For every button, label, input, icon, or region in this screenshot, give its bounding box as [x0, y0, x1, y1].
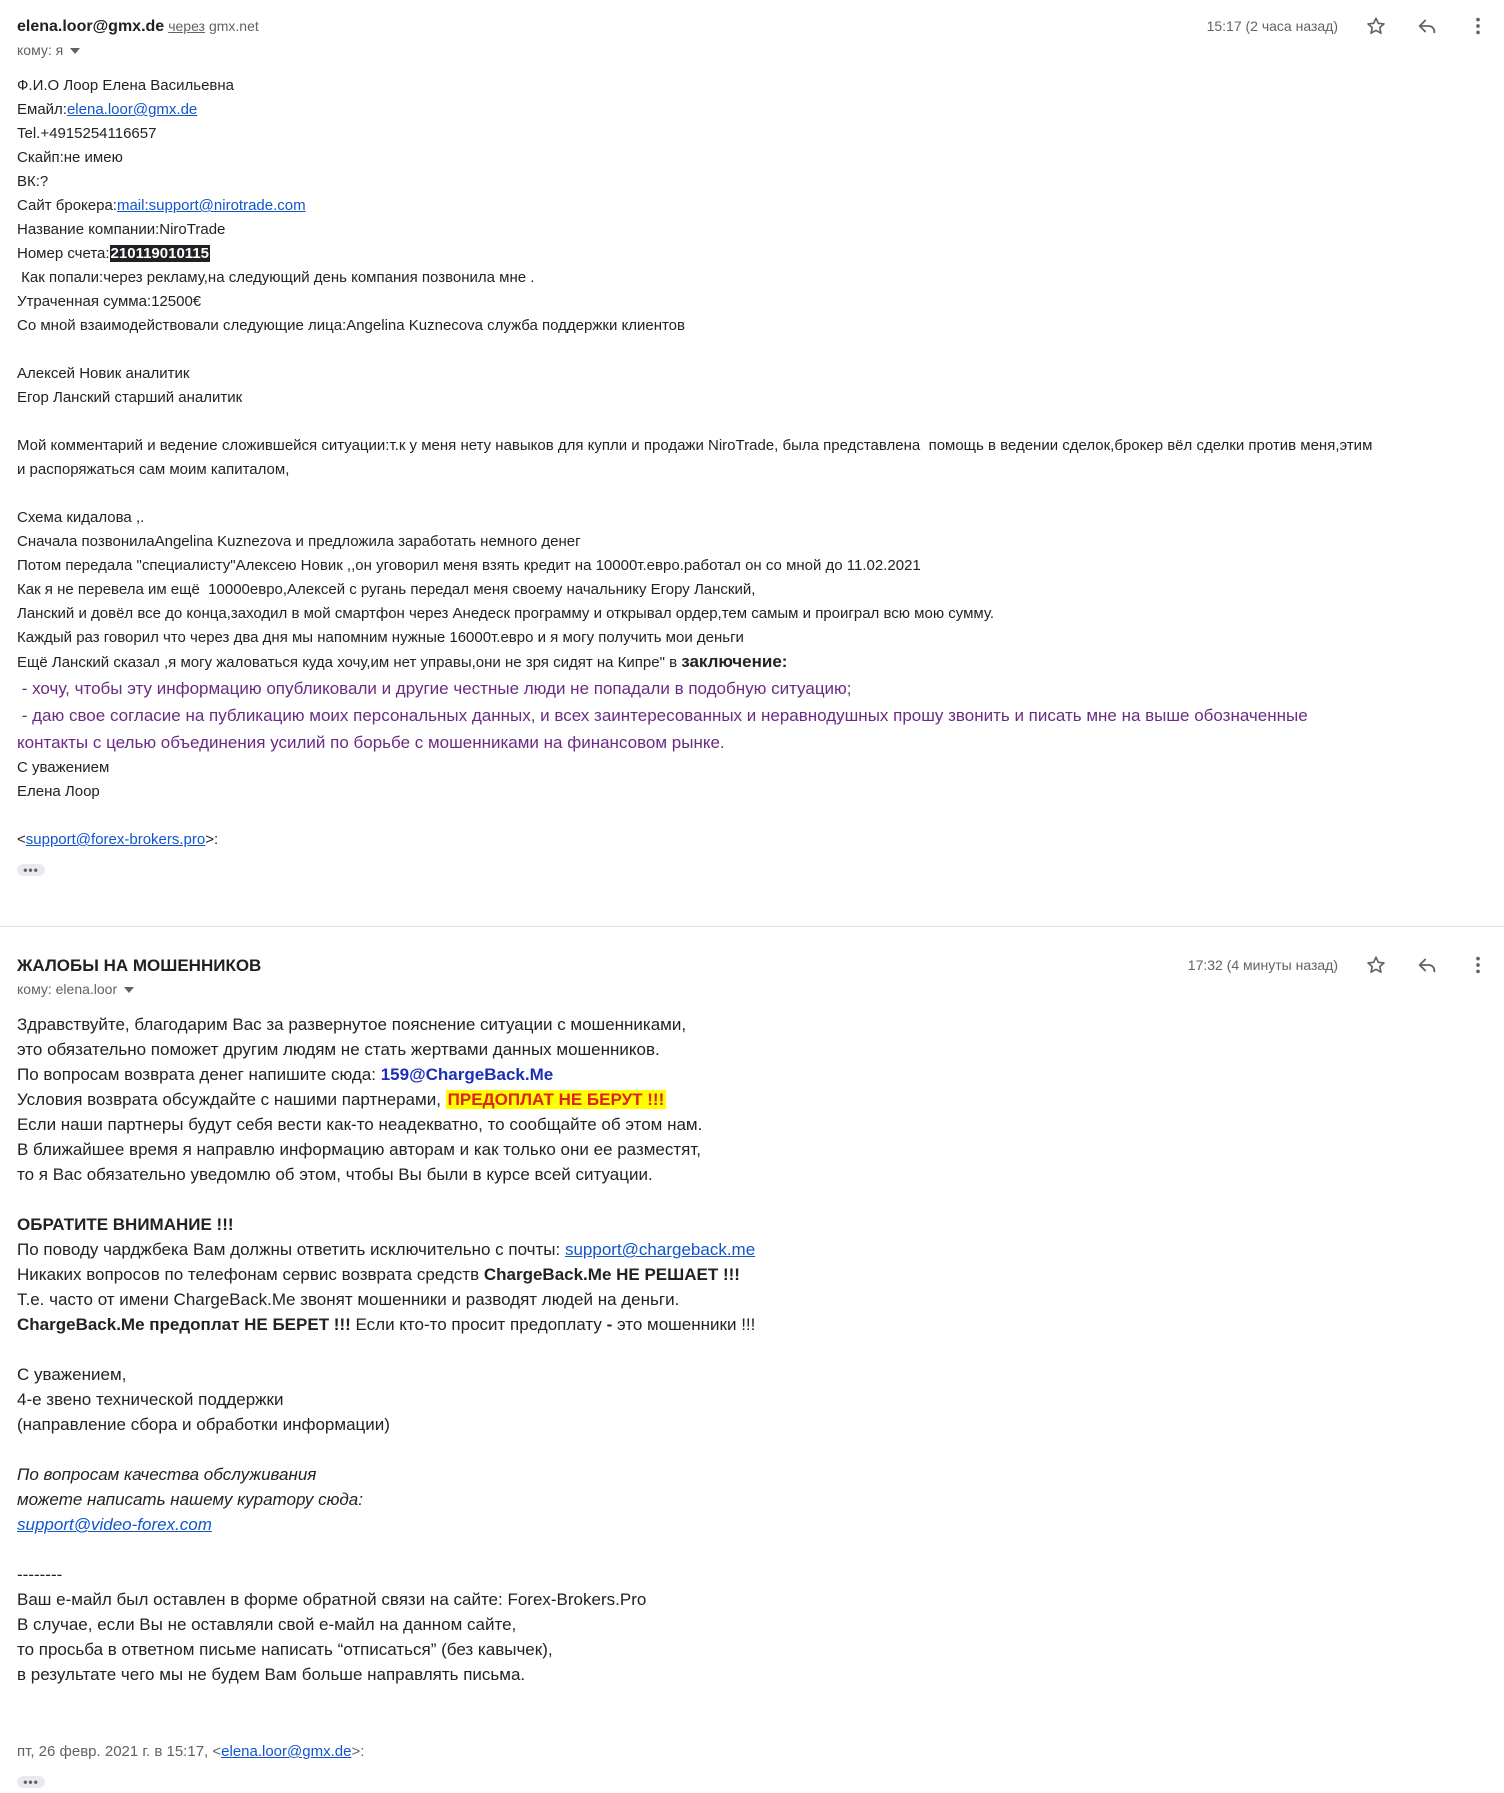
- body-line: Утраченная сумма:12500€: [17, 293, 202, 310]
- body-line: [17, 650, 1497, 675]
- body-line: Алексей Новик аналитик: [17, 365, 190, 382]
- body-line: Ланский и довёл все до конца,заходил в мой смартфон через Анедеск программу и открывал ордер,тем самым и проиграл всю мою сумму.: [17, 605, 995, 622]
- body-line: Сначала позвонилаAngelina Kuznezova и предложила заработать немного денег: [17, 533, 581, 550]
- body-line: ВК:?: [17, 173, 49, 190]
- blank-line: [17, 804, 1497, 828]
- star-icon[interactable]: [1364, 14, 1388, 38]
- recipient-dropdown[interactable]: [17, 980, 261, 998]
- body-line: Елена Лоор: [17, 783, 100, 800]
- quoted-sender-line: [17, 828, 1497, 852]
- dots-row: [17, 1764, 1497, 1793]
- body-line: в результате чего мы не будем Вам больше направлять письма.: [17, 1665, 526, 1684]
- body-line: то просьба в ответном письме написать “отписаться” (без кавычек),: [17, 1640, 553, 1659]
- body-line: [17, 98, 1497, 122]
- quoted-email-link[interactable]: support@forex-brokers.pro: [25, 831, 206, 848]
- message-1-actions: [1207, 12, 1504, 40]
- no-prepayment-warning: ПРЕДОПЛАТ НЕ БЕРУТ !!!: [447, 1090, 665, 1109]
- recipient-label: кому: я: [17, 42, 64, 58]
- body-line: Название компании:NiroTrade: [17, 221, 226, 238]
- quoted-header: [17, 1737, 1497, 1764]
- account-label: Номер счета:: [17, 245, 110, 262]
- email-label: Емайл:: [17, 101, 67, 118]
- body-line: Как я не перевела им ещё 10000евро,Алексей с ругань передал меня своему начальнику Егору Ланский,: [17, 581, 756, 598]
- email-link[interactable]: elena.loor@gmx.de: [66, 101, 198, 118]
- prepay-dash: -: [606, 1315, 613, 1334]
- prepay-end: это мошенники !!!: [612, 1315, 756, 1334]
- body-line: Скайп:не имею: [17, 149, 123, 166]
- more-vert-icon[interactable]: [1466, 953, 1490, 977]
- message-2-actions: [1188, 951, 1504, 979]
- not-solved-bold: ChargeBack.Me НЕ РЕШАЕТ !!!: [483, 1265, 740, 1284]
- show-trimmed-content-button[interactable]: •••: [17, 864, 45, 876]
- blank-line: [17, 482, 1497, 506]
- body-line: [17, 1312, 1497, 1337]
- body-line: и распоряжаться сам моим капиталом,: [17, 461, 290, 478]
- refund-prefix: По вопросам возврата денег напишите сюда:: [17, 1065, 381, 1084]
- body-line: Tel.+4915254116657: [17, 125, 157, 142]
- message-subject: ЖАЛОБЫ НА МОШЕННИКОВ: [17, 956, 262, 975]
- more-vert-icon[interactable]: [1466, 14, 1490, 38]
- blank-line: [17, 1712, 1497, 1737]
- conclusion-label: заключение:: [681, 652, 788, 671]
- body-line: [17, 1512, 1497, 1537]
- chargeback-email-link[interactable]: support@chargeback.me: [564, 1240, 756, 1259]
- body-line: Ваш е-майл был оставлен в форме обратной связи на сайте: Forex-Brokers.Pro: [17, 1590, 647, 1609]
- blank-line: [17, 1337, 1497, 1362]
- recipient-label: кому: elena.loor: [17, 981, 118, 997]
- body-line: Ф.И.О Лоор Елена Васильевна: [17, 77, 235, 94]
- separator-line: --------: [17, 1565, 63, 1584]
- conclusion-bullet: - даю свое согласие на публикацию моих персональных данных, и всех заинтересованных и неравнодушных прошу звонить и писать мне на выше обозначенные: [17, 706, 1308, 725]
- via-domain: gmx.net: [208, 18, 259, 34]
- reply-icon[interactable]: [1415, 14, 1439, 38]
- prepay-mid: Если кто-то просит предоплату: [350, 1315, 607, 1334]
- show-trimmed-content-button[interactable]: •••: [17, 1776, 45, 1788]
- body-line: Если наши партнеры будут себя вести как-то неадекватно, то сообщайте об этом нам.: [17, 1115, 703, 1134]
- account-number: 210119010115: [110, 245, 209, 262]
- chevron-down-icon[interactable]: [70, 48, 80, 54]
- body-line: В ближайшее время я направлю информацию авторам и как только они ее разместят,: [17, 1140, 702, 1159]
- body-line: Схема кидалова ,.: [17, 509, 145, 526]
- sender-email[interactable]: elena.loor@gmx.de: [17, 18, 165, 35]
- body-line: Потом передала "специалисту"Алексею Новик ,,он уговорил меня взять кредит на 10000т.евро.работал он со мной до 11.02.2021: [17, 557, 921, 574]
- curator-email-link[interactable]: support@video-forex.com: [17, 1515, 212, 1534]
- reply-icon[interactable]: [1415, 953, 1439, 977]
- attention-heading: ОБРАТИТЕ ВНИМАНИЕ !!!: [17, 1215, 234, 1234]
- quoted-email-link[interactable]: elena.loor@gmx.de: [221, 1743, 352, 1760]
- body-line: В случае, если Вы не оставляли свой е-майл на данном сайте,: [17, 1615, 517, 1634]
- recipient-dropdown[interactable]: [17, 41, 259, 59]
- chargeback-prefix: По поводу чарджбека Вам должны ответить исключительно с почты:: [17, 1240, 565, 1259]
- body-line: 4-е звено технической поддержки: [17, 1390, 284, 1409]
- body-line: Со мной взаимодействовали следующие лица:Angelina Kuznecova служба поддержки клиентов: [17, 317, 685, 334]
- via-label[interactable]: через: [168, 18, 205, 34]
- body-line: [17, 1087, 1497, 1112]
- body-line: (направление сбора и обработки информации): [17, 1415, 390, 1434]
- no-prepay-bold: ChargeBack.Me предоплат НЕ БЕРЕТ !!!: [17, 1315, 351, 1334]
- blank-line: [17, 410, 1497, 434]
- broker-label: Сайт брокера:: [17, 197, 117, 214]
- chevron-down-icon[interactable]: [124, 987, 134, 993]
- body-line: Каждый раз говорил что через два дня мы напомним нужные 16000т.евро и я могу получить мои деньги: [17, 629, 744, 646]
- body-line: Егор Ланский старший аналитик: [17, 389, 243, 406]
- body-line: [17, 1237, 1497, 1262]
- star-icon[interactable]: [1364, 953, 1388, 977]
- body-line: Как попали:через рекламу,на следующий день компания позвонила мне .: [17, 269, 535, 286]
- message-2-body: [17, 1012, 1497, 1793]
- message-1-header: [17, 16, 259, 58]
- timestamp: 17:32 (4 минуты назад): [1187, 957, 1338, 973]
- body-line: это обязательно поможет другим людям не стать жертвами данных мошенников.: [17, 1040, 660, 1059]
- body-line: [17, 194, 1497, 218]
- message-2-header: [17, 956, 262, 997]
- body-line: то я Вас обязательно уведомлю об этом, чтобы Вы были в курсе всей ситуации.: [17, 1165, 653, 1184]
- blank-line: [17, 1187, 1497, 1212]
- blank-line: [17, 1437, 1497, 1462]
- body-line: [17, 1062, 1497, 1087]
- timestamp: 15:17 (2 часа назад): [1206, 18, 1338, 34]
- body-line: С уважением: [17, 759, 110, 776]
- blank-line: [17, 338, 1497, 362]
- broker-link[interactable]: mail:support@nirotrade.com: [116, 197, 306, 214]
- blank-line: [17, 1537, 1497, 1562]
- message-2: [0, 938, 1504, 1789]
- quote-suffix: >:: [351, 1743, 365, 1760]
- refund-email: 159@ChargeBack.Me: [380, 1065, 554, 1084]
- conclusion-bullet-cont: контакты с целью объединения усилий по борьбе с мошенниками на финансовом рынке.: [17, 733, 725, 752]
- body-line: С уважением,: [17, 1365, 127, 1384]
- message-1-body: [17, 74, 1497, 882]
- body-line: Т.е. часто от имени ChargeBack.Me звонят мошенники и разводят людей на деньги.: [17, 1290, 680, 1309]
- body-line: По вопросам качества обслуживания: [17, 1465, 317, 1484]
- blank-line: [17, 1687, 1497, 1712]
- scheme6-text: Ещё Ланский сказал ,я могу жаловаться куда хочу,им нет управы,они не зря сидят на Кипре" в: [17, 654, 682, 671]
- sender-line: [17, 16, 259, 37]
- body-line: Мой комментарий и ведение сложившейся ситуации:т.к у меня нету навыков для купли и продажи NiroTrade, была представлена помощь в ведении сделок,брокер вёл сделки против меня,этим: [17, 437, 1373, 454]
- quote-prefix: <: [17, 831, 26, 848]
- quote-suffix: >:: [205, 831, 219, 848]
- body-line: [17, 1262, 1497, 1287]
- partners-prefix: Условия возврата обсуждайте с нашими партнерами,: [17, 1090, 446, 1109]
- body-line: Здравствуйте, благодарим Вас за развернутое пояснение ситуации с мошенниками,: [17, 1015, 687, 1034]
- body-line: [17, 242, 1497, 266]
- quote-date: пт, 26 февр. 2021 г. в 15:17, <: [17, 1743, 222, 1760]
- message-divider: [0, 926, 1504, 927]
- dots-row: [17, 852, 1497, 882]
- conclusion-bullet: - хочу, чтобы эту информацию опубликовали и другие честные люди не попадали в подобную ситуацию;: [17, 679, 852, 698]
- body-line: можете написать нашему куратору сюда:: [17, 1490, 363, 1509]
- phone-prefix: Никаких вопросов по телефонам сервис возврата средств: [17, 1265, 484, 1284]
